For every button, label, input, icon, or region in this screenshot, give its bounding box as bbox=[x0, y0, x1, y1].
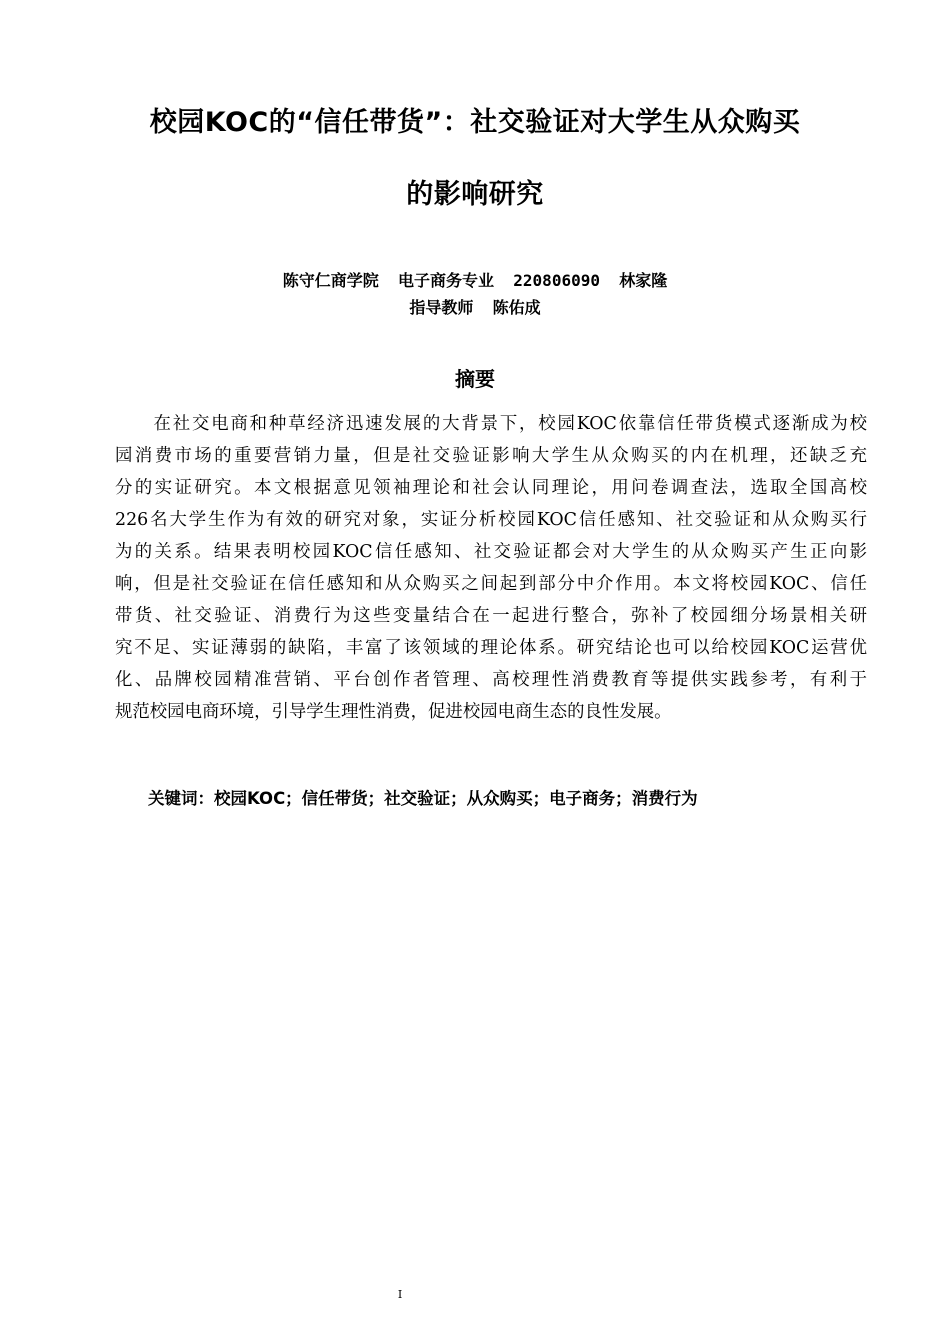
abstract-line: 化、品牌校园精准营销、平台创作者管理、高校理性消费教育等提供实践参考，有利于 bbox=[115, 670, 867, 690]
paper-title-line-2: 的影响研究 bbox=[406, 179, 544, 210]
abstract-line: 226名大学生作为有效的研究对象，实证分析校园KOC信任感知、社交验证和从众购买行 bbox=[115, 510, 867, 530]
page-number: I bbox=[397, 1288, 403, 1301]
abstract-line: 规范校园电商环境，引导学生理性消费，促进校园电商生态的良性发展。 bbox=[115, 702, 672, 722]
abstract-line: 究不足、实证薄弱的缺陷，丰富了该领域的理论体系。研究结论也可以给校园KOC运营优 bbox=[115, 638, 867, 658]
abstract-line: 分的实证研究。本文根据意见领袖理论和社会认同理论，用问卷调查法，选取全国高校 bbox=[115, 478, 867, 498]
abstract-line: 响，但是社交验证在信任感知和从众购买之间起到部分中介作用。本文将校园KOC、信任 bbox=[115, 574, 867, 594]
paper-title-line-1: 校园KOC的“信任带货”：社交验证对大学生从众购买 bbox=[149, 107, 801, 138]
advisor-info: 指导教师 陈佑成 bbox=[409, 298, 541, 317]
abstract-line: 带货、社交验证、消费行为这些变量结合在一起进行整合，弥补了校园细分场景相关研 bbox=[115, 606, 867, 626]
abstract-line: 为的关系。结果表明校园KOC信任感知、社交验证都会对大学生的从众购买产生正向影 bbox=[115, 542, 867, 562]
abstract-line: 园消费市场的重要营销力量，但是社交验证影响大学生从众购买的内在机理，还缺乏充 bbox=[115, 446, 867, 466]
abstract-line: 在社交电商和种草经济迅速发展的大背景下，校园KOC依靠信任带货模式逐渐成为校 bbox=[115, 414, 867, 434]
keywords: 关键词：校园KOC；信任带货；社交验证；从众购买；电子商务；消费行为 bbox=[148, 789, 698, 808]
abstract-body bbox=[115, 408, 867, 728]
abstract-heading: 摘要 bbox=[455, 367, 495, 391]
author-info: 陈守仁商学院 电子商务专业 220806090 林家隆 bbox=[282, 271, 668, 290]
